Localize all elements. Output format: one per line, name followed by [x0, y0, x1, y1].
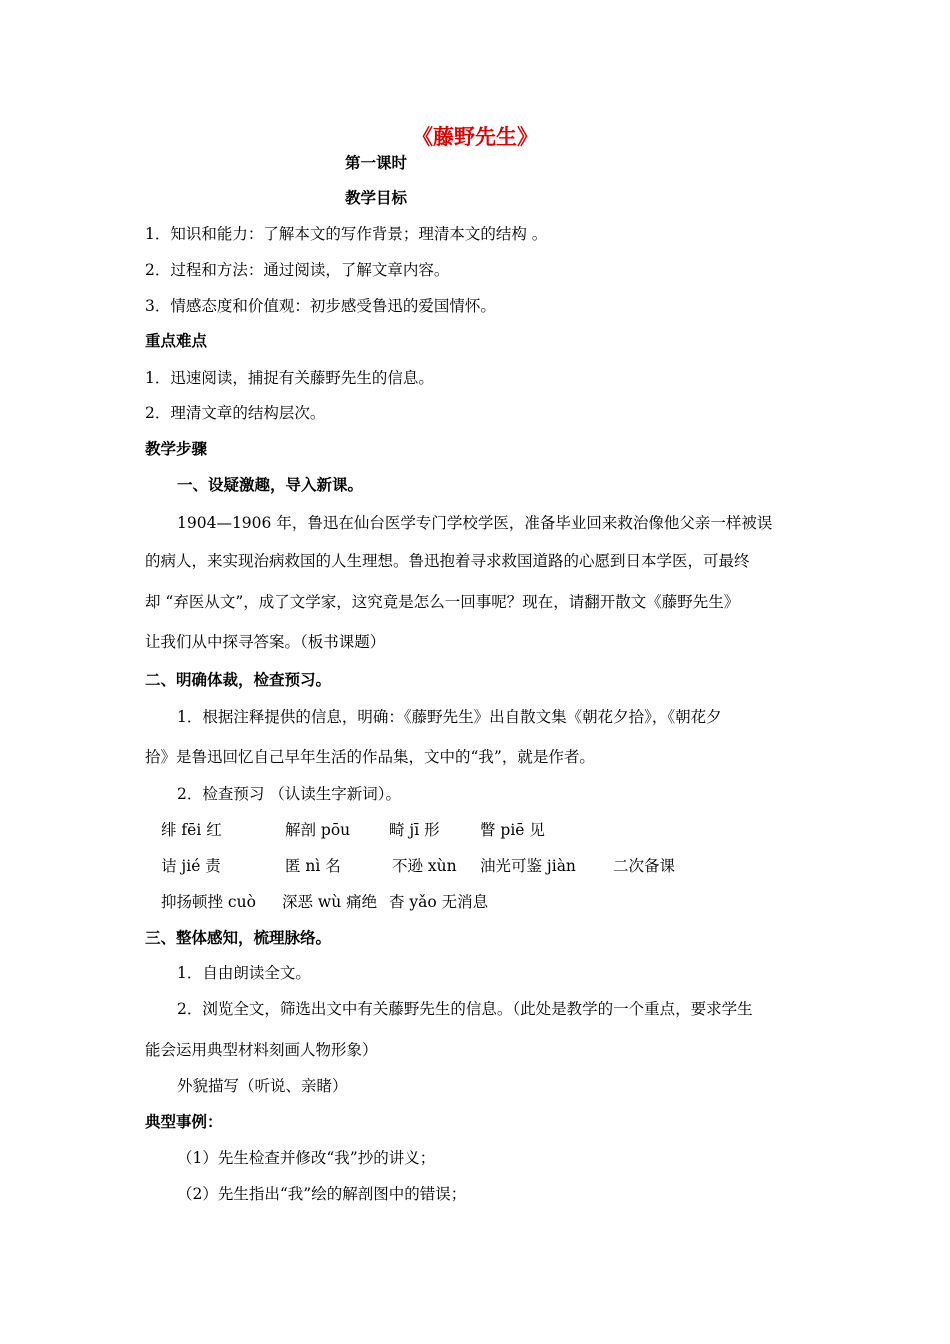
vocab-word: 二次备课: [613, 857, 676, 875]
section1-paragraph-line: 的病人，来实现治病救国的人生理想。鲁迅抱着寻求救国道路的心愿到日本学医，可最终: [145, 552, 750, 570]
section3-item-line: 2．浏览全文，筛选出文中有关藤野先生的信息。（此处是教学的一个重点，要求学生: [177, 1000, 753, 1018]
vocab-word: 匿 nì 名: [285, 857, 341, 875]
key-point-item: 2．理清文章的结构层次。: [145, 404, 326, 422]
objective-item: 1．知识和能力：了解本文的写作背景；理清本文的结构 。: [145, 225, 548, 243]
vocab-word: 油光可鉴 jiàn: [480, 857, 576, 875]
section3-item-line: 能会运用典型材料刻画人物形象）: [145, 1041, 378, 1059]
section1-paragraph-line: 却 “弃医从文”，成了文学家，这究竟是怎么一回事呢？现在，请翻开散文《藤野先生》: [145, 593, 740, 611]
vocab-word: 诘 jié 责: [161, 857, 221, 875]
key-points-heading: 重点难点: [145, 332, 208, 350]
section3-item-line: 1．自由朗读全文。: [177, 964, 311, 982]
example-item: （1）先生检查并修改“我”抄的讲义；: [177, 1149, 436, 1167]
vocab-word: 不逊 xùn: [392, 857, 457, 875]
steps-heading: 教学步骤: [145, 440, 208, 458]
objective-item: 3．情感态度和价值观：初步感受鲁迅的爱国情怀。: [145, 297, 496, 315]
section2-item-line: 1．根据注释提供的信息，明确：《藤野先生》出自散文集《朝花夕拾》，《朝花夕: [177, 708, 722, 726]
vocab-word: 杳 yǎo 无消息: [389, 893, 489, 911]
vocab-word: 抑扬顿挫 cuò: [161, 893, 256, 911]
section2-item-line: 2．检查预习 （认读生字新词）。: [177, 785, 402, 803]
example-item: （2）先生指出“我”绘的解剖图中的错误；: [177, 1185, 467, 1203]
section2-heading: 二、明确体裁，检查预习。: [145, 671, 332, 689]
document-title: 《藤野先生》: [412, 125, 538, 149]
vocab-word: 深恶 wù 痛绝: [282, 893, 378, 911]
vocab-word: 绯 fēi 红: [161, 821, 222, 839]
objective-item: 2．过程和方法：通过阅读，了解文章内容。: [145, 261, 450, 279]
vocab-word: 瞥 piē 见: [480, 821, 545, 839]
lesson-label: 第一课时: [345, 154, 408, 172]
vocab-word: 畸 jī 形: [389, 821, 440, 839]
objectives-heading: 教学目标: [345, 189, 408, 207]
section2-item-line: 拾》是鲁迅回忆自己早年生活的作品集，文中的“我”，就是作者。: [145, 748, 595, 766]
section3-heading: 三、整体感知，梳理脉络。: [145, 929, 332, 947]
key-point-item: 1．迅速阅读，捕捉有关藤野先生的信息。: [145, 369, 434, 387]
vocab-word: 解剖 pōu: [285, 821, 351, 839]
section1-heading: 一、设疑激趣，导入新课。: [177, 476, 364, 494]
appearance-note: 外貌描写（听说、亲睹）: [177, 1077, 348, 1095]
section1-paragraph-line: 1904—1906 年，鲁迅在仙台医学专门学校学医，准备毕业回来救治像他父亲一样被误: [177, 514, 773, 532]
examples-heading: 典型事例：: [145, 1113, 223, 1131]
section1-paragraph-line: 让我们从中探寻答案。（板书课题）: [145, 633, 386, 651]
